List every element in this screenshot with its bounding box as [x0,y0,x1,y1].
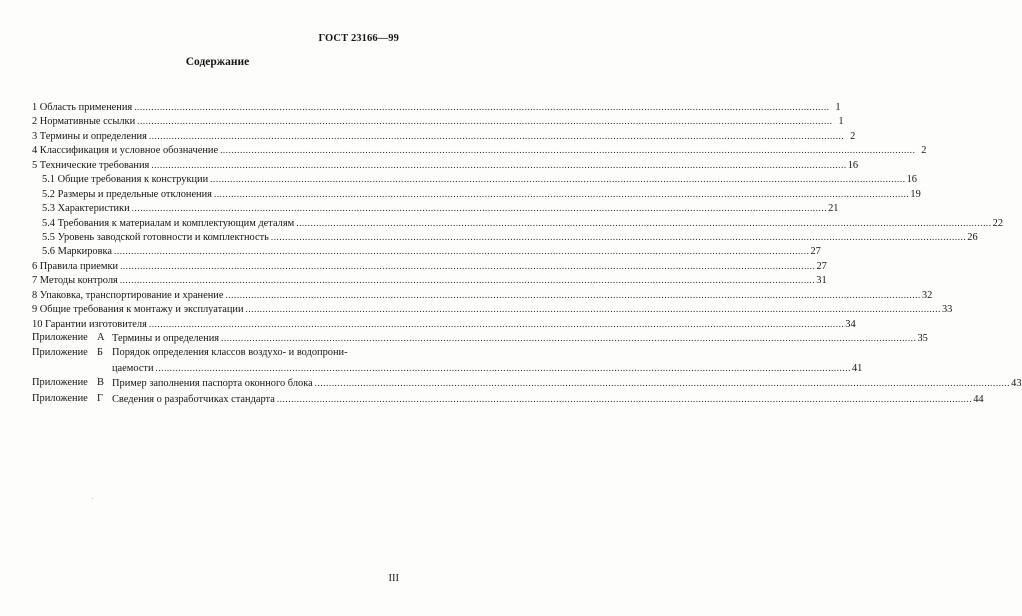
toc-entry-page: 22 [992,217,1004,229]
appendix-entry [32,392,984,407]
toc-entry [32,100,841,114]
toc-entry [32,143,927,157]
toc-leader [120,273,815,288]
toc-entry-label: 5.2 Размеры и предельные отклонения [42,188,212,200]
toc-leader [271,230,966,245]
toc-entry-page: 21 [828,203,839,215]
toc-entry-label: 10 Гарантии изготовителя [32,318,147,330]
toc-leader [214,187,909,202]
toc-leader [315,376,1010,391]
appendix-word: Приложение [32,347,88,359]
toc-leader [149,317,844,332]
toc-leader [156,361,851,376]
page-number: III [388,573,399,584]
appendix-entry [32,346,863,376]
appendix-label-continuation: цаемости [112,362,154,374]
toc-entry-label: 5.3 Характеристики [42,203,130,215]
toc-subentry [32,230,978,244]
toc-leader [151,158,846,173]
toc-leader [120,259,815,274]
appendix-letter: Г [97,392,104,404]
appendix-letter: Б [97,347,103,359]
toc-entry-page: 19 [910,188,921,200]
toc-entry-label: 1 Область применения [32,102,133,113]
toc-entry-page: 16 [847,159,859,171]
toc-leader [225,288,920,303]
toc-entry-page: 27 [816,260,827,272]
toc-entry-label: 5.1 Общие требования к конструкции [42,174,209,186]
toc-entry [32,259,827,273]
toc-entry-label: 9 Общие требования к монтажу и эксплуатации [32,304,244,316]
appendix-page: 44 [973,393,984,405]
toc-entry-page: 1 [835,102,841,113]
toc-entry-page: 1 [838,116,844,128]
toc-entry-page: 32 [921,289,933,301]
toc-entry-label: 5.5 Уровень заводской готовности и комплектность [42,231,269,243]
toc-leader [246,302,941,317]
appendix-page: 41 [851,362,863,374]
toc-entry-label: 5.6 Маркировка [42,246,113,258]
toc-entry-page: 2 [850,130,856,142]
toc-entry [32,317,856,331]
toc-entry-page: 31 [816,275,827,287]
toc-leader [210,172,905,187]
toc-leader [277,392,972,407]
appendix-label: Пример заполнения паспорта оконного блока [112,378,313,390]
toc-subentry [32,201,839,215]
toc-entry-page: 16 [906,174,917,186]
standard-number: ГОСТ 23166—99 [318,33,399,44]
toc-entry-label: 6 Правила приемки [32,260,119,272]
toc-entry [32,288,933,302]
toc-entry-label: 8 Упаковка, транспортирование и хранение [32,289,224,301]
page-title: Содержание [185,56,250,68]
toc-leader [296,216,991,231]
scan-speck [92,498,93,499]
toc-leader [114,244,809,259]
appendix-entry [32,331,928,346]
toc-subentry [32,244,821,258]
appendix-label: Термины и определения [112,333,220,344]
toc-entry [32,302,953,316]
toc-subentry [32,172,917,186]
toc-entry-page: 2 [921,145,927,157]
toc-leader [149,129,844,144]
appendix-word: Приложение [32,377,88,389]
toc-entry-page: 34 [845,318,856,330]
appendix-label: Сведения о разработчиках стандарта [112,393,275,405]
toc-leader [137,114,832,129]
toc-entry-label: 5 Технические требования [32,159,150,171]
appendix-word: Приложение [32,332,88,343]
toc-entry-page: 33 [941,304,953,316]
toc-entry-label: 3 Термины и определения [32,130,147,142]
table-of-contents [32,100,1022,407]
appendix-label: Порядок определения классов воздухо- и водопрони- [112,347,348,359]
appendix-letter: В [97,377,104,389]
toc-subentry [32,187,921,201]
toc-entry [32,273,827,287]
toc-entry-label: 5.4 Требования к материалам и комплектующим деталям [42,217,295,229]
appendix-letter: А [97,332,105,343]
toc-leader [221,331,916,346]
toc-leader [132,201,827,216]
toc-entry-page: 26 [967,231,978,243]
toc-subentry [32,216,1004,230]
toc-leader [134,100,829,115]
toc-entry [32,158,859,172]
toc-entry [32,114,844,128]
appendix-word: Приложение [32,392,88,404]
appendix-page: 35 [917,333,928,344]
appendix-page: 43 [1011,378,1022,390]
toc-entry-label: 2 Нормативные ссылки [32,116,136,128]
toc-entry-label: 7 Методы контроля [32,275,118,287]
appendix-entry [32,376,1022,391]
toc-entry [32,129,856,143]
toc-entry-page: 27 [810,246,821,258]
toc-leader [220,143,915,158]
toc-entry-label: 4 Классификация и условное обозначение [32,145,219,157]
